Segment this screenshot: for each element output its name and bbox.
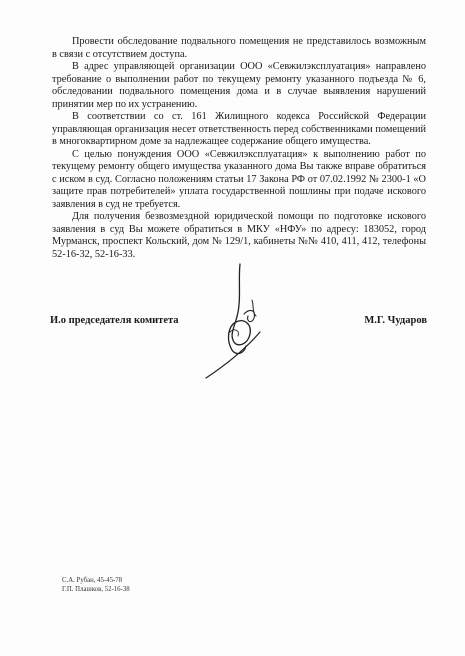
signatory-name: М.Г. Чударов: [364, 315, 427, 326]
paragraph-requirement: В адрес управляющей организации ООО «Севжилэксплуатация» направлено требование о выполнении работ по текущему ремонту указанного подъезда № 6, обследовании подвального помещения дома и в случае выявления нарушений принятии мер по их устранению.: [52, 61, 426, 110]
paragraph-access: Провести обследование подвального помещения не представилось возможным в связи с отсутствием доступа.: [52, 36, 426, 60]
executor-line: С.А. Рубан, 45-45-78: [62, 577, 123, 584]
executors-footer: [62, 576, 130, 594]
signatory-position: И.о председателя комитета: [50, 315, 179, 326]
paragraph-housing-code: В соответствии со ст. 161 Жилищного кодекса Российской Федерации управляющая организация несет ответственность перед собственниками помещений в многоквартирном доме за надлежащее содержание общего имущества.: [52, 111, 426, 147]
executor-line: Г.П. Плашков, 52-16-38: [62, 586, 130, 593]
handwritten-signature: [200, 262, 275, 382]
paragraph-legal-aid: Для получения безвозмездной юридической помощи по подготовке искового заявления в суд Вы можете обратиться в МКУ «НФУ» по адресу: 183052, город Мурманск, проспект Кольский, дом № 129/1, кабинеты №№ 410, 411, 412, телефоны 52-16-32, 52-16-33.: [52, 211, 426, 260]
paragraph-court: С целью понуждения ООО «Севжилэксплуатация» к выполнению работ по текущему ремонту общего имущества указанного дома Вы также вправе обратиться с иском в суд. Согласно положениям статьи 17 Закона РФ от 07.02.1992 № 2300-1 «О защите прав потребителей» уплата государственной пошлины при подаче искового заявления в суд не требуется.: [52, 148, 426, 210]
letter-body: [52, 36, 426, 261]
